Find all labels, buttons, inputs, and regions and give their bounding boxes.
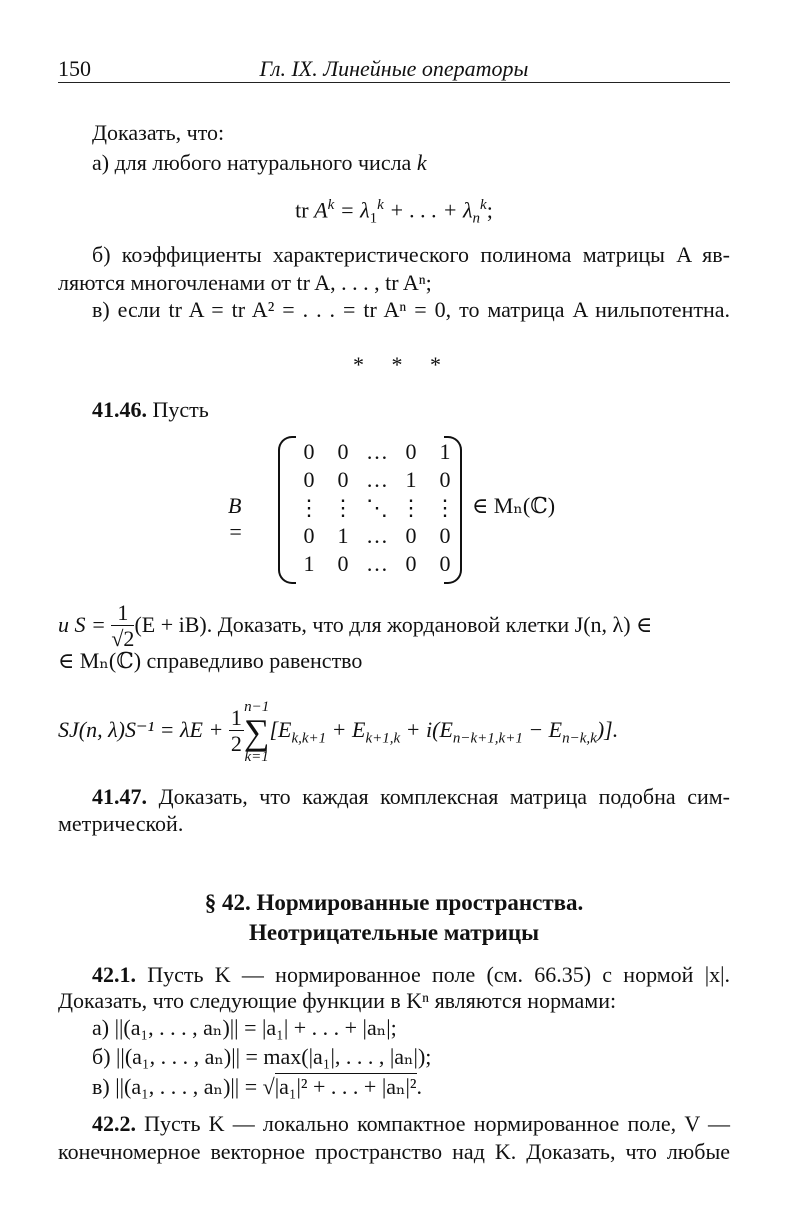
norm-a: а) ||(a₁, . . . , aₙ)|| = |a₁| + . . . + |aₙ|; (92, 1015, 397, 1040)
matrix-rhs: ∈ Mₙ(ℂ) (472, 493, 556, 518)
problem-41-46-heading: 41.46. Пусть (92, 397, 209, 422)
norm-c: в) ||(a₁, . . . , aₙ)|| = √|a₁|² + . . . + |aₙ|². (92, 1074, 423, 1099)
matrix-entry: ⋮ (332, 495, 354, 520)
matrix-entry: 0 (439, 523, 451, 548)
matrix-entry: 0 (337, 551, 349, 576)
matrix-lhs: B = (228, 493, 243, 544)
matrix-entry: … (366, 439, 388, 464)
matrix-entry: 1 (405, 467, 417, 492)
s-definition-line: и S = $\frac{1}{√2}$ (E + iB). Доказать, что для жордановой клетки J(n, λ) ∈ (58, 600, 653, 652)
matrix-entry: 0 (405, 439, 417, 464)
matrix-entry: 0 (303, 523, 315, 548)
item-b-line1: б) коэффициенты характеристического полинома матрицы A яв- (92, 242, 730, 267)
matrix-entry: ⋱ (366, 495, 388, 520)
matrix-entry: 0 (303, 439, 315, 464)
problem-42-1-line2: Доказать, что следующие функции в Kⁿ являются нормами: (58, 988, 617, 1013)
matrix-grid (294, 438, 460, 578)
matrix-entry: ⋮ (298, 495, 320, 520)
sum-symbol: n−1 ∑ k=1 (243, 698, 270, 765)
problem-41-47-line1: 41.47. Доказать, что каждая комплексная матрица подобна сим- (92, 784, 730, 809)
problem-42-1-line1: 42.1. Пусть K — нормированное поле (см. 66.35) с нормой |x|. (92, 962, 730, 987)
fraction: $\frac{1}{√2}$ (111, 600, 135, 652)
matrix-entry: 0 (439, 551, 451, 576)
intro-text: Доказать, что: (92, 120, 225, 145)
matrix-entry: ⋮ (400, 495, 422, 520)
problem-42-2-line2: конечномерное векторное пространство над K. Доказать, что любые (58, 1139, 730, 1164)
equality-intro: ∈ Mₙ(ℂ) справедливо равенство (58, 648, 363, 673)
norm-b: б) ||(a₁, . . . , aₙ)|| = max(|a₁|, . . . , |aₙ|); (92, 1044, 432, 1069)
matrix-entry: … (366, 523, 388, 548)
matrix-entry: … (366, 467, 388, 492)
matrix-entry: 0 (439, 467, 451, 492)
chapter-title: Гл. IX. Линейные операторы (259, 56, 529, 81)
matrix-entry: 0 (303, 467, 315, 492)
matrix-entry: 1 (439, 439, 451, 464)
matrix-entry: 0 (337, 439, 349, 464)
matrix-entry: … (366, 551, 388, 576)
page-number: 150 (58, 56, 91, 81)
jordan-formula: SJ(n, λ)S⁻¹ = λE + $\frac{1}{2}$ n−1 ∑ k=1 $[E_{k,k+1} + E_{k+1,k} + i(E_{n-k+1,k+1} - E_{n-k,k})]$. (58, 698, 619, 765)
item-b-line2: ляются многочленами от tr A, . . . , tr Aⁿ; (58, 270, 432, 295)
trace-formula: tr $A^k = \lambda_1^k$ + . . . + $\lambda_n^k$; (295, 197, 493, 227)
problem-42-2-line1: 42.2. Пусть K — локально компактное нормированное поле, V — (92, 1111, 730, 1136)
section-heading: § 42. Нормированные пространства. Неотрицательные матрицы (204, 890, 584, 945)
section-separator: * * * (353, 352, 441, 377)
matrix-entry: 1 (303, 551, 315, 576)
matrix-entry: 0 (405, 523, 417, 548)
running-header (58, 56, 730, 83)
item-c: в) если tr A = tr A² = . . . = tr Aⁿ = 0, то матрица A нильпотентна. (92, 297, 730, 322)
matrix-entry: 0 (405, 551, 417, 576)
matrix-entry: 0 (337, 467, 349, 492)
problem-41-47-line2: метрической. (58, 811, 184, 836)
matrix-entry: 1 (337, 523, 349, 548)
matrix-entry: ⋮ (434, 495, 456, 520)
right-paren (444, 436, 462, 584)
item-a: а) для любого натурального числа k (92, 150, 427, 175)
